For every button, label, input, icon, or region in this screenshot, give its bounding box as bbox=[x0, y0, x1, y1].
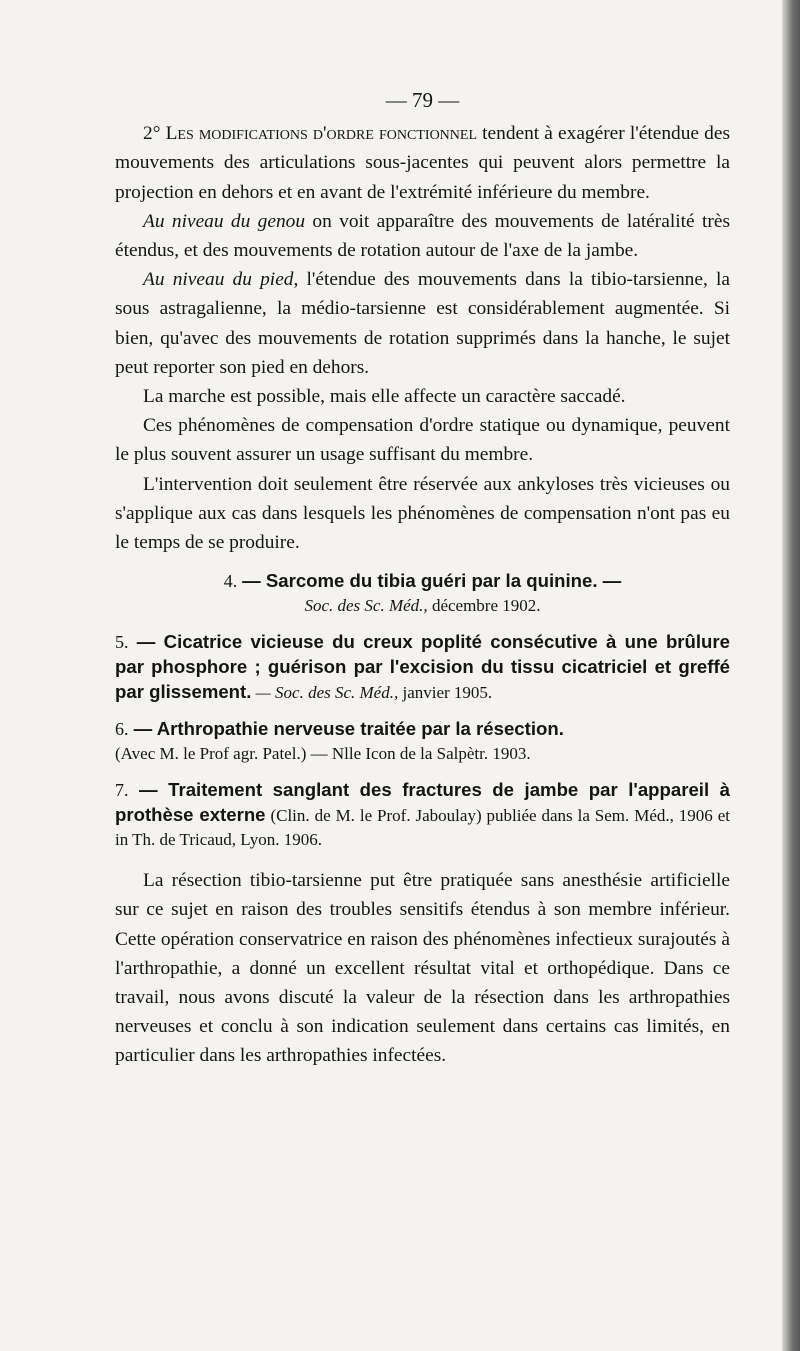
genou-text: on voit apparaître des mouvements de latéralité très étendus, et des mouvements de rotation autour de l'axe de la jambe. bbox=[115, 210, 730, 262]
entry-4 bbox=[115, 569, 730, 618]
section-heading: Les modifications d'ordre fonctionnel bbox=[165, 123, 478, 145]
genou-italic: Au niveau du genou bbox=[143, 210, 306, 232]
entry-number: 5. bbox=[115, 632, 129, 653]
entry-meta: décembre 1902. bbox=[427, 596, 541, 616]
entry-meta: (Avec M. le Prof agr. Patel.) — Nlle Icon de la Salpètr. 1903. bbox=[115, 744, 531, 764]
entry-6 bbox=[115, 717, 730, 766]
entry-number: 7. bbox=[115, 780, 129, 801]
paragraph-modifications bbox=[115, 119, 730, 207]
pied-text: , l'étendue des mouvements dans la tibio-tarsienne, la sous astragalienne, la médio-tarsienne est considérablement augmentée. Si bien, qu'avec des mouvements de rotation supprimés dans la hanche, le sujet peut reporter son pied en dehors. bbox=[115, 269, 730, 378]
entry-7 bbox=[115, 778, 730, 852]
page-edge-shadow bbox=[782, 0, 800, 1351]
entry-meta-italic: Soc. des Sc. Méd., bbox=[304, 596, 428, 616]
paragraph-resection: La résection tibio-tarsienne put être pratiquée sans anesthésie artificielle sur ce sujet en raison des troubles sensitifs étendus à son membre inférieur. Cette opération conservatrice en raison des phénomènes infectieux surajoutés à l'arthropathie, a donné un excellent résultat vital et orthopédique. Dans ce travail, nous avons discuté la valeur de la résection dans les arthropathies nerveuses et conclu à son indication seulement dans certains cas limités, en particulier dans les arthropathies infectées. bbox=[115, 870, 730, 1067]
entry-meta: (Clin. de M. le Prof. Jaboulay) publiée dans la Sem. Méd., 1906 et in Th. de Tricaud, Lyon. 1906. bbox=[115, 806, 730, 850]
page-number: — 79 — bbox=[385, 88, 460, 112]
entry-meta: janvier 1905. bbox=[398, 683, 493, 703]
paragraph-phenomenes: Ces phénomènes de compensation d'ordre statique ou dynamique, peuvent le plus souvent assurer un usage suffisant du membre. bbox=[115, 415, 730, 466]
entry-number: 4. bbox=[223, 571, 238, 592]
paragraph-marche: La marche est possible, mais elle affecte un caractère saccadé. bbox=[143, 386, 626, 408]
entry-5 bbox=[115, 630, 730, 705]
pied-italic: Au niveau du pied bbox=[143, 269, 294, 291]
paragraph-genou bbox=[115, 207, 730, 265]
section-number: 2° bbox=[143, 123, 161, 145]
paragraph-pied bbox=[115, 265, 730, 382]
entry-title: — Arthropathie nerveuse traitée par la résection. bbox=[128, 718, 564, 740]
entry-meta-italic: — Soc. des Sc. Méd., bbox=[251, 683, 399, 703]
entry-number: 6. bbox=[115, 719, 129, 740]
entry-title: — Sarcome du tibia guéri par la quinine. — bbox=[242, 570, 622, 592]
entry-title: — Traitement sanglant des fractures de jambe par l'appareil à prothèse externe bbox=[115, 779, 730, 826]
entry-title: — Cicatrice vicieuse du creux poplité consécutive à une brûlure par phosphore ; guérison par l'excision du tissu cicatriciel et greffé par glissement. bbox=[115, 631, 730, 703]
section-lead: tendent à exagérer l'étendue des mouvements des articulations sous-jacentes qui peuvent alors permettre la projection en dehors et en avant de l'extrémité inférieure du membre. bbox=[115, 123, 730, 203]
paragraph-intervention: L'intervention doit seulement être réservée aux ankyloses très vicieuses ou s'applique aux cas dans lesquels les phénomènes de compensation n'ont pas eu le temps de se produire. bbox=[115, 473, 730, 554]
page-content bbox=[115, 86, 730, 1071]
